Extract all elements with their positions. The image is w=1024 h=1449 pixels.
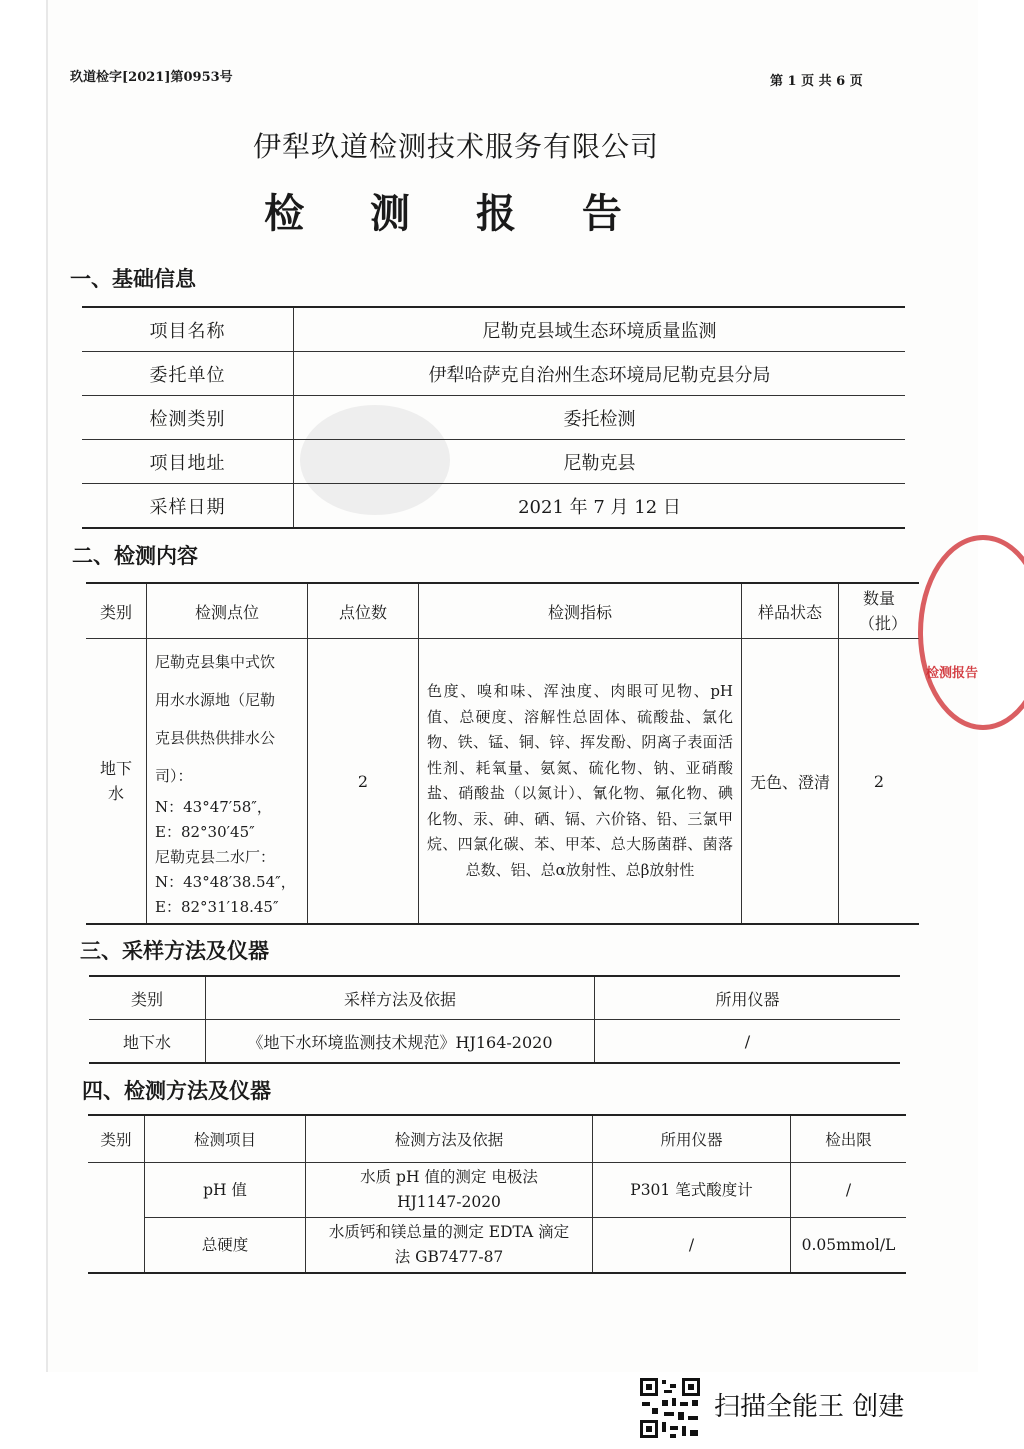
info-key: 采样日期: [82, 484, 294, 529]
info-key: 检测类别: [82, 396, 294, 440]
col-method: 采样方法及依据: [206, 976, 595, 1020]
table-header-row: [89, 976, 900, 1020]
col-category: 类别: [89, 976, 206, 1020]
page-indicator: 第 1 页 共 6 页: [770, 74, 863, 89]
footer-watermark: 扫描全能王 创建: [714, 1392, 905, 1422]
cell-instrument: P301 笔式酸度计: [593, 1163, 791, 1218]
cell-category: 地下水: [89, 1020, 206, 1064]
col-qty: [839, 583, 920, 639]
location-line: 尼勒克县集中式饮: [155, 652, 276, 671]
method-line: HJ1147-2020: [397, 1193, 501, 1211]
cell-qty: 2: [839, 639, 920, 925]
info-key: 委托单位: [82, 352, 294, 396]
company-name: 伊犁玖道检测技术服务有限公司: [252, 130, 659, 163]
info-key: 项目地址: [82, 440, 294, 484]
info-value: 尼勒克县: [294, 440, 906, 484]
detection-table: [88, 1114, 906, 1274]
table-row: [82, 352, 905, 396]
cell-category: [86, 639, 147, 925]
col-point: 检测点位: [147, 583, 308, 639]
report-title: 检 测 报 告: [264, 190, 648, 237]
basic-info-table: [82, 306, 905, 529]
cell-item: pH 值: [145, 1163, 306, 1218]
col-instrument: 所用仪器: [593, 1115, 791, 1163]
cell-category: [88, 1163, 145, 1274]
qty-header: 数量（批）: [859, 589, 908, 633]
table-header-row: [88, 1115, 906, 1163]
col-category: 类别: [86, 583, 147, 639]
col-indicators: 检测指标: [419, 583, 742, 639]
cell-method: 《地下水环境监测技术规范》HJ164-2020: [206, 1020, 595, 1064]
table-row: [88, 1163, 906, 1218]
info-value: 尼勒克县域生态环境质量监测: [482, 320, 717, 342]
table-row: [86, 639, 919, 925]
table-row: [88, 1218, 906, 1274]
info-value: 伊犁哈萨克自治州生态环境局尼勒克县分局: [294, 352, 906, 396]
cell-method: [306, 1163, 593, 1218]
qr-code-icon: [638, 1376, 702, 1440]
cell-method: [306, 1218, 593, 1274]
col-method: 检测方法及依据: [306, 1115, 593, 1163]
col-instrument: 所用仪器: [595, 976, 901, 1020]
col-limit: 检出限: [791, 1115, 907, 1163]
table-row: [82, 484, 905, 529]
col-state: 样品状态: [742, 583, 839, 639]
coord-line: N：43°47′58″，: [155, 797, 272, 816]
location-line: 司）：: [155, 766, 193, 785]
table-row: [82, 440, 905, 484]
method-line: 水质钙和镁总量的测定 EDTA 滴定: [328, 1223, 570, 1241]
method-line: 水质 pH 值的测定 电极法: [360, 1168, 538, 1186]
section-basic-info: 一、基础信息: [70, 266, 196, 291]
coord-line: N：43°48′38.54″，: [155, 872, 296, 891]
report-number: 玖道检字[2021]第0953号: [70, 70, 233, 85]
location-line: 用水水源地（尼勒: [155, 690, 276, 709]
coord-line: 尼勒克县二水厂：: [155, 847, 276, 866]
cell-indicators: 色度、嗅和味、浑浊度、肉眼可见物、pH值、总硬度、溶解性总固体、硫酸盐、氯化物、铁、锰、铜、锌、挥发酚、阴离子表面活性剂、耗氧量、氨氮、硫化物、钠、亚硝酸盐、硝酸盐（以氮计）、氰化物、氟化物、碘化物、汞、砷、硒、镉、六价铬、铅、三氯甲烷、四氯化碳、苯、甲苯、总大肠菌群、菌落总数、铝、总α放射性、总β放射性: [419, 639, 742, 925]
coord-line: E：82°30′45″: [155, 822, 255, 841]
col-count: 点位数: [308, 583, 419, 639]
section-content: 二、检测内容: [72, 543, 198, 568]
cell-limit: /: [791, 1163, 907, 1218]
location-line: 克县供热供排水公: [155, 728, 276, 747]
coord-line: E：82°31′18.45″: [155, 897, 279, 916]
sampling-table: [89, 975, 900, 1064]
table-row: [82, 307, 905, 352]
method-line: 法 GB7477-87: [394, 1248, 504, 1266]
col-category: 类别: [88, 1115, 145, 1163]
cell-item: 总硬度: [145, 1218, 306, 1274]
table-row: [82, 396, 905, 440]
cell-limit: 0.05mmol/L: [791, 1218, 907, 1274]
cell-instrument: /: [595, 1020, 901, 1064]
table-row: [89, 1020, 900, 1064]
category-text: 地下水: [99, 759, 132, 803]
col-item: 检测项目: [145, 1115, 306, 1163]
info-value: 委托检测: [294, 396, 906, 440]
info-key: 项目名称: [82, 307, 294, 352]
stamp-text: 检测报告: [926, 666, 979, 681]
content-table: [86, 582, 919, 925]
cell-state: 无色、澄清: [742, 639, 839, 925]
info-value: 2021 年 7 月 12 日: [294, 484, 906, 529]
table-header-row: [86, 583, 919, 639]
cell-location: [147, 639, 308, 925]
cell-count: 2: [308, 639, 419, 925]
cell-instrument: /: [593, 1218, 791, 1274]
section-sampling: 三、采样方法及仪器: [80, 938, 269, 963]
section-detection: 四、检测方法及仪器: [82, 1078, 271, 1103]
